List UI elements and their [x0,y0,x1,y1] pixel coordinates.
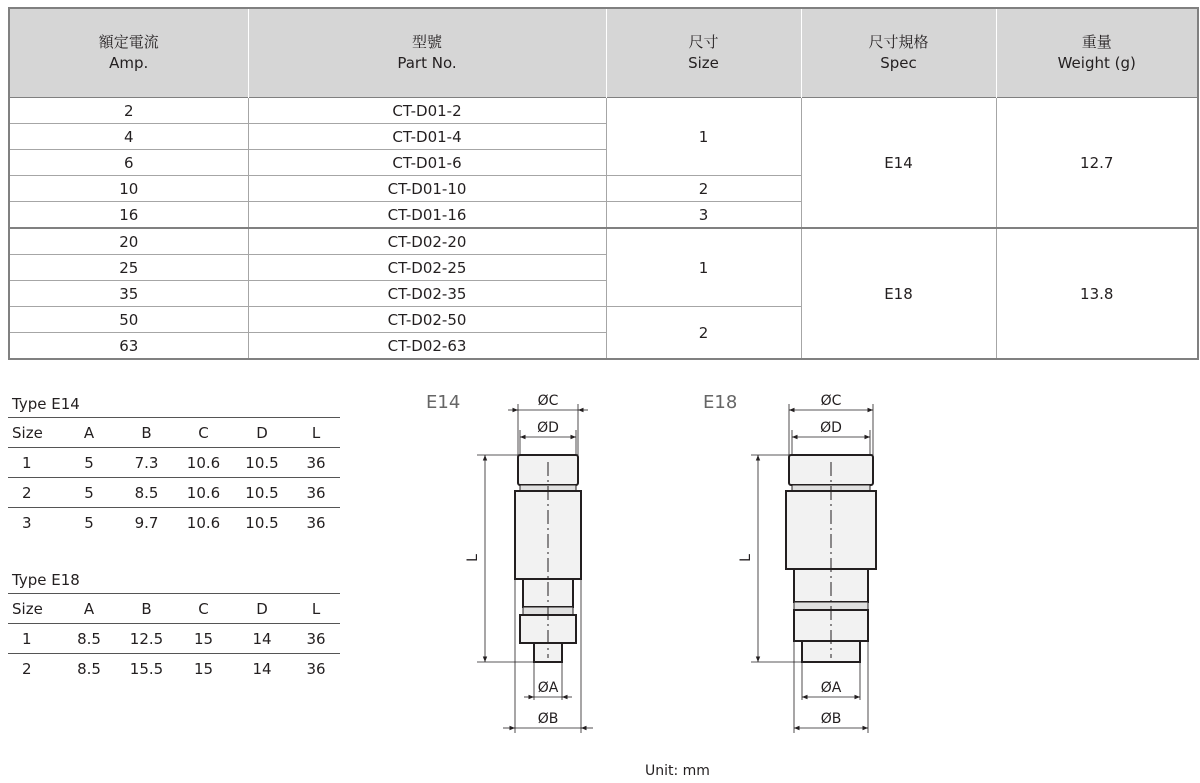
a-value: 8.5 [60,624,118,654]
l-value: 36 [306,659,326,678]
part-no-cell: CT-D01-2 [248,98,606,124]
part-no-cell: CT-D02-63 [248,333,606,360]
size-cell: 2 [606,307,801,360]
amp-cell: 4 [9,124,248,150]
size-value: 2 [22,659,32,678]
b-value: 7.3 [118,448,175,478]
col-header-b: B [118,594,175,624]
c-value: 15 [175,624,232,654]
size-cell: 1 [606,228,801,307]
e18-dim-l-label: L [738,554,754,562]
l-value: 36 [306,513,326,532]
amp-cell: 63 [9,333,248,360]
col-header-d: D [232,594,292,624]
size-value: 2 [8,478,60,508]
part-no-cell: CT-D01-16 [248,202,606,229]
e18-dim-a-label: ØA [820,680,842,696]
b-value: 9.7 [134,513,159,532]
header-spec: 尺寸規格 Spec [801,8,996,98]
e18-dim-b-label: ØB [820,711,842,727]
part-no-cell: CT-D02-50 [248,307,606,333]
c-value: 15 [193,659,214,678]
e14-dim-a-label: ØA [537,680,559,696]
e14-dim-b-label: ØB [537,711,559,727]
col-header-a: A [60,594,118,624]
amp-cell: 10 [9,176,248,202]
c-value: 10.6 [186,513,221,532]
header-amp: 額定電流 Amp. [9,8,248,98]
d-value: 14 [232,624,292,654]
size-cell: 1 [606,98,801,176]
col-header-a: A [60,418,118,448]
part-no-cell: CT-D02-20 [248,228,606,255]
size-value: 1 [8,448,60,478]
b-value: 12.5 [118,624,175,654]
l-value: 36 [292,478,340,508]
unit-note: Unit: mm [645,763,710,779]
col-header-d: D [232,418,292,448]
col-header-l: L [292,594,340,624]
header-part-no: 型號 Part No. [248,8,606,98]
e14-dim-l-label: L [465,554,481,562]
a-value: 5 [60,448,118,478]
col-header-l: L [292,418,340,448]
e14-dim-d-label: ØD [537,420,559,436]
part-no-cell: CT-D01-4 [248,124,606,150]
amp-cell: 50 [9,307,248,333]
d-value: 14 [252,659,272,678]
amp-cell: 35 [9,281,248,307]
d-value: 10.5 [232,448,292,478]
amp-cell: 20 [9,228,248,255]
weight-cell: 12.7 [996,98,1198,229]
col-header-b: B [118,418,175,448]
a-value: 5 [84,513,94,532]
e18-diagram-label: E18 [703,392,738,413]
col-header-c: C [175,418,232,448]
a-value: 8.5 [77,659,101,678]
d-value: 10.5 [232,478,292,508]
size-value: 3 [22,513,32,532]
spec-cell: E14 [801,98,996,229]
part-no-cell: CT-D01-10 [248,176,606,202]
e18-dim-d-label: ØD [820,420,842,436]
part-no-cell: CT-D02-25 [248,255,606,281]
c-value: 10.6 [175,478,232,508]
weight-cell: 13.8 [996,228,1198,359]
a-value: 5 [60,478,118,508]
l-value: 36 [292,448,340,478]
header-weight: 重量 Weight (g) [996,8,1198,98]
spec-cell: E18 [801,228,996,359]
type-e14-caption: Type E14 [12,395,80,413]
b-value: 8.5 [118,478,175,508]
col-header-size: Size [8,594,60,624]
size-value: 1 [8,624,60,654]
type-e18-caption: Type E18 [12,571,80,589]
e14-tip [534,643,562,662]
part-no-cell: CT-D02-35 [248,281,606,307]
col-header-size: Size [8,418,60,448]
amp-cell: 2 [9,98,248,124]
l-value: 36 [292,624,340,654]
e18-tip [802,641,860,662]
amp-cell: 16 [9,202,248,229]
amp-cell: 25 [9,255,248,281]
c-value: 10.6 [175,448,232,478]
amp-cell: 6 [9,150,248,176]
b-value: 15.5 [129,659,164,678]
part-no-cell: CT-D01-6 [248,150,606,176]
col-header-c: C [175,594,232,624]
d-value: 10.5 [245,513,279,532]
size-cell: 3 [606,202,801,229]
e14-dim-c-label: ØC [537,393,559,409]
size-cell: 2 [606,176,801,202]
header-size: 尺寸 Size [606,8,801,98]
e18-dim-c-label: ØC [820,393,842,409]
e14-diagram-label: E14 [426,392,461,413]
